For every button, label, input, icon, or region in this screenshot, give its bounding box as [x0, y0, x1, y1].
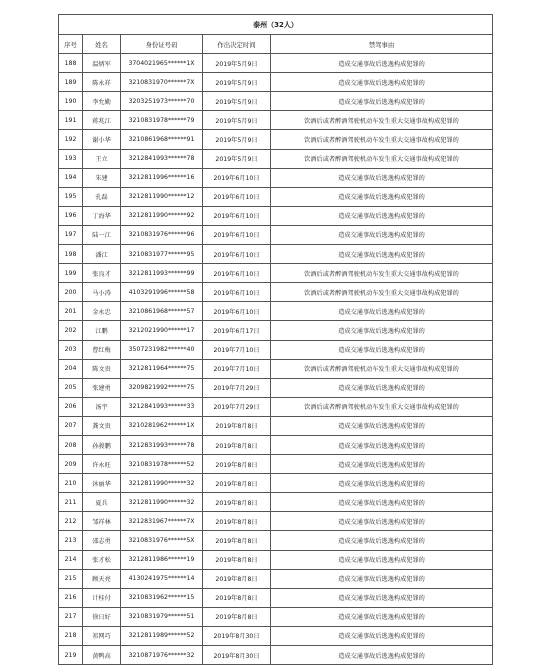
cell-id-number: 3212841993******33	[121, 397, 203, 416]
table-row	[59, 206, 493, 225]
cell-id-number: 3210871976******32	[121, 646, 203, 665]
cell-decision-date: 2019年5月9日	[203, 130, 271, 149]
cell-decision-date: 2019年8月8日	[203, 416, 271, 435]
cell-reason: 造成交通事故后逃逸构成犯罪的	[271, 206, 493, 225]
cell-reason: 造成交通事故后逃逸构成犯罪的	[271, 550, 493, 569]
cell-decision-date: 2019年6月10日	[203, 245, 271, 264]
cell-no: 201	[59, 302, 83, 321]
cell-no: 213	[59, 531, 83, 550]
cell-no: 206	[59, 397, 83, 416]
cell-reason: 造成交通事故后逃逸构成犯罪的	[271, 340, 493, 359]
cell-id-number: 3210831978******52	[121, 455, 203, 474]
cell-decision-date: 2019年7月29日	[203, 378, 271, 397]
cell-reason: 饮酒后或者醉酒驾驶机动车发生重大交通事故构成犯罪的	[271, 359, 493, 378]
table-row	[59, 111, 493, 130]
cell-decision-date: 2019年7月10日	[203, 340, 271, 359]
cell-id-number: 3210831976******96	[121, 225, 203, 244]
cell-reason: 造成交通事故后逃逸构成犯罪的	[271, 168, 493, 187]
document-sheet	[58, 14, 492, 665]
table-row	[59, 92, 493, 111]
cell-no: 215	[59, 569, 83, 588]
header-row	[59, 35, 493, 54]
cell-name: 祁网巧	[83, 626, 121, 645]
cell-name: 黄鸭高	[83, 646, 121, 665]
cell-name: 张良才	[83, 264, 121, 283]
cell-name: 金永忠	[83, 302, 121, 321]
cell-name: 邵志勇	[83, 531, 121, 550]
cell-id-number: 3212841993******78	[121, 149, 203, 168]
cell-name: 张才松	[83, 550, 121, 569]
cell-no: 218	[59, 626, 83, 645]
cell-reason: 造成交通事故后逃逸构成犯罪的	[271, 302, 493, 321]
cell-decision-date: 2019年6月17日	[203, 321, 271, 340]
cell-id-number: 3212811990******32	[121, 474, 203, 493]
table-row	[59, 187, 493, 206]
table-row	[59, 607, 493, 626]
cell-reason: 造成交通事故后逃逸构成犯罪的	[271, 435, 493, 454]
cell-reason: 造成交通事故后逃逸构成犯罪的	[271, 245, 493, 264]
cell-decision-date: 2019年5月9日	[203, 54, 271, 73]
cell-id-number: 3212831967******7X	[121, 512, 203, 531]
cell-name: 蒋兆江	[83, 111, 121, 130]
cell-no: 208	[59, 435, 83, 454]
cell-name: 徐日好	[83, 607, 121, 626]
cell-decision-date: 2019年5月9日	[203, 111, 271, 130]
cell-decision-date: 2019年8月8日	[203, 435, 271, 454]
table-row	[59, 54, 493, 73]
table-title: 泰州（32人）	[59, 15, 493, 35]
cell-decision-date: 2019年5月9日	[203, 73, 271, 92]
cell-name: 孙骏鹏	[83, 435, 121, 454]
cell-reason: 饮酒后或者醉酒驾驶机动车发生重大交通事故构成犯罪的	[271, 149, 493, 168]
cell-decision-date: 2019年8月30日	[203, 646, 271, 665]
cell-decision-date: 2019年8月8日	[203, 474, 271, 493]
cell-reason: 饮酒后或者醉酒驾驶机动车发生重大交通事故构成犯罪的	[271, 111, 493, 130]
table-row	[59, 130, 493, 149]
cell-name: 沐丽华	[83, 474, 121, 493]
cell-no: 203	[59, 340, 83, 359]
header-no: 序号	[59, 35, 83, 54]
cell-reason: 造成交通事故后逃逸构成犯罪的	[271, 607, 493, 626]
cell-id-number: 3212831993******78	[121, 435, 203, 454]
cell-id-number: 3210831976******5X	[121, 531, 203, 550]
cell-decision-date: 2019年6月10日	[203, 283, 271, 302]
cell-no: 191	[59, 111, 83, 130]
cell-decision-date: 2019年8月8日	[203, 493, 271, 512]
table-row	[59, 512, 493, 531]
table-row	[59, 225, 493, 244]
cell-name: 张建勇	[83, 378, 121, 397]
cell-name: 陈永祥	[83, 73, 121, 92]
cell-decision-date: 2019年8月8日	[203, 550, 271, 569]
cell-id-number: 3210831979******51	[121, 607, 203, 626]
header-name: 姓名	[83, 35, 121, 54]
cell-reason: 造成交通事故后逃逸构成犯罪的	[271, 187, 493, 206]
cell-decision-date: 2019年8月30日	[203, 626, 271, 645]
cell-name: 陆一江	[83, 225, 121, 244]
cell-reason: 造成交通事故后逃逸构成犯罪的	[271, 321, 493, 340]
cell-no: 190	[59, 92, 83, 111]
cell-id-number: 4130241975******14	[121, 569, 203, 588]
cell-id-number: 3203251973******70	[121, 92, 203, 111]
cell-reason: 造成交通事故后逃逸构成犯罪的	[271, 474, 493, 493]
cell-no: 198	[59, 245, 83, 264]
cell-id-number: 3210281962******1X	[121, 416, 203, 435]
cell-decision-date: 2019年8月8日	[203, 569, 271, 588]
cell-decision-date: 2019年6月10日	[203, 302, 271, 321]
cell-no: 199	[59, 264, 83, 283]
cell-no: 216	[59, 588, 83, 607]
cell-reason: 饮酒后或者醉酒驾驶机动车发生重大交通事故构成犯罪的	[271, 264, 493, 283]
cell-no: 194	[59, 168, 83, 187]
cell-decision-date: 2019年8月8日	[203, 512, 271, 531]
cell-id-number: 3210831962******15	[121, 588, 203, 607]
table-row	[59, 455, 493, 474]
cell-no: 200	[59, 283, 83, 302]
cell-name: 陈文贵	[83, 359, 121, 378]
cell-id-number: 3212811996******16	[121, 168, 203, 187]
table-row	[59, 493, 493, 512]
table-row	[59, 149, 493, 168]
cell-name: 龚文贵	[83, 416, 121, 435]
cell-id-number: 3507231982******40	[121, 340, 203, 359]
cell-name: 江鹏	[83, 321, 121, 340]
cell-id-number: 3212811964******75	[121, 359, 203, 378]
cell-id-number: 3212811986******19	[121, 550, 203, 569]
cell-reason: 造成交通事故后逃逸构成犯罪的	[271, 73, 493, 92]
cell-decision-date: 2019年6月10日	[203, 264, 271, 283]
cell-id-number: 3212811993******99	[121, 264, 203, 283]
cell-id-number: 3212021990******17	[121, 321, 203, 340]
cell-no: 210	[59, 474, 83, 493]
cell-no: 195	[59, 187, 83, 206]
cell-name: 计桂付	[83, 588, 121, 607]
table-row	[59, 531, 493, 550]
cell-id-number: 3212811990******92	[121, 206, 203, 225]
cell-no: 209	[59, 455, 83, 474]
cell-reason: 造成交通事故后逃逸构成犯罪的	[271, 646, 493, 665]
cell-decision-date: 2019年6月10日	[203, 206, 271, 225]
table-row	[59, 245, 493, 264]
cell-id-number: 3210831970******7X	[121, 73, 203, 92]
table-row	[59, 416, 493, 435]
cell-no: 193	[59, 149, 83, 168]
cell-reason: 造成交通事故后逃逸构成犯罪的	[271, 416, 493, 435]
header-id-number: 身份证号码	[121, 35, 203, 54]
cell-no: 204	[59, 359, 83, 378]
cell-id-number: 3704021965******1X	[121, 54, 203, 73]
table-row	[59, 264, 493, 283]
cell-no: 188	[59, 54, 83, 73]
table-row	[59, 359, 493, 378]
table-row	[59, 474, 493, 493]
cell-decision-date: 2019年7月29日	[203, 397, 271, 416]
title-row	[59, 15, 493, 35]
table-row	[59, 378, 493, 397]
cell-reason: 造成交通事故后逃逸构成犯罪的	[271, 455, 493, 474]
cell-no: 197	[59, 225, 83, 244]
cell-reason: 饮酒后或者醉酒驾驶机动车发生重大交通事故构成犯罪的	[271, 397, 493, 416]
cell-no: 211	[59, 493, 83, 512]
table-row	[59, 340, 493, 359]
cell-no: 217	[59, 607, 83, 626]
cell-reason: 饮酒后或者醉酒驾驶机动车发生重大交通事故构成犯罪的	[271, 283, 493, 302]
cell-decision-date: 2019年8月8日	[203, 455, 271, 474]
table-row	[59, 283, 493, 302]
cell-reason: 造成交通事故后逃逸构成犯罪的	[271, 54, 493, 73]
cell-reason: 造成交通事故后逃逸构成犯罪的	[271, 531, 493, 550]
cell-reason: 造成交通事故后逃逸构成犯罪的	[271, 626, 493, 645]
cell-reason: 造成交通事故后逃逸构成犯罪的	[271, 512, 493, 531]
cell-reason: 造成交通事故后逃逸构成犯罪的	[271, 92, 493, 111]
cell-name: 马小涛	[83, 283, 121, 302]
cell-id-number: 3210861968******57	[121, 302, 203, 321]
table-row	[59, 321, 493, 340]
table-row	[59, 569, 493, 588]
cell-reason: 造成交通事故后逃逸构成犯罪的	[271, 569, 493, 588]
cell-no: 219	[59, 646, 83, 665]
cell-no: 196	[59, 206, 83, 225]
header-decision-date: 作出决定时间	[203, 35, 271, 54]
cell-id-number: 3212811990******12	[121, 187, 203, 206]
cell-decision-date: 2019年7月10日	[203, 359, 271, 378]
table-row	[59, 168, 493, 187]
cell-no: 189	[59, 73, 83, 92]
cell-id-number: 4103291996******58	[121, 283, 203, 302]
cell-name: 曹红梅	[83, 340, 121, 359]
table-row	[59, 397, 493, 416]
table-row	[59, 435, 493, 454]
table-row	[59, 302, 493, 321]
cell-name: 许永旺	[83, 455, 121, 474]
cell-reason: 造成交通事故后逃逸构成犯罪的	[271, 588, 493, 607]
table-body	[59, 54, 493, 665]
table-row	[59, 550, 493, 569]
cell-decision-date: 2019年5月9日	[203, 92, 271, 111]
cell-no: 207	[59, 416, 83, 435]
cell-decision-date: 2019年6月10日	[203, 225, 271, 244]
cell-decision-date: 2019年8月8日	[203, 607, 271, 626]
cell-reason: 饮酒后或者醉酒驾驶机动车发生重大交通事故构成犯罪的	[271, 130, 493, 149]
cell-decision-date: 2019年5月9日	[203, 149, 271, 168]
cell-id-number: 3212811990******32	[121, 493, 203, 512]
cell-name: 王立	[83, 149, 121, 168]
ban-list-table	[58, 14, 493, 665]
cell-id-number: 3209821992******75	[121, 378, 203, 397]
cell-name: 邹祥林	[83, 512, 121, 531]
cell-name: 李允勤	[83, 92, 121, 111]
cell-no: 192	[59, 130, 83, 149]
table-row	[59, 588, 493, 607]
table-row	[59, 626, 493, 645]
cell-decision-date: 2019年8月8日	[203, 531, 271, 550]
cell-decision-date: 2019年6月10日	[203, 168, 271, 187]
cell-name: 温炳军	[83, 54, 121, 73]
table-row	[59, 646, 493, 665]
cell-reason: 造成交通事故后逃逸构成犯罪的	[271, 378, 493, 397]
cell-no: 212	[59, 512, 83, 531]
cell-decision-date: 2019年6月10日	[203, 187, 271, 206]
table-row	[59, 73, 493, 92]
cell-name: 谢小华	[83, 130, 121, 149]
cell-reason: 造成交通事故后逃逸构成犯罪的	[271, 493, 493, 512]
header-reason: 禁驾事由	[271, 35, 493, 54]
cell-name: 汤宇	[83, 397, 121, 416]
cell-id-number: 3210861968******91	[121, 130, 203, 149]
cell-name: 朱建	[83, 168, 121, 187]
cell-name: 丁海华	[83, 206, 121, 225]
cell-reason: 造成交通事故后逃逸构成犯罪的	[271, 225, 493, 244]
cell-no: 202	[59, 321, 83, 340]
cell-id-number: 3210831978******79	[121, 111, 203, 130]
cell-no: 205	[59, 378, 83, 397]
cell-id-number: 3210831977******95	[121, 245, 203, 264]
cell-name: 潘江	[83, 245, 121, 264]
cell-name: 顾天亮	[83, 569, 121, 588]
cell-id-number: 3212811989******52	[121, 626, 203, 645]
cell-decision-date: 2019年8月8日	[203, 588, 271, 607]
cell-no: 214	[59, 550, 83, 569]
cell-name: 孔磊	[83, 187, 121, 206]
cell-name: 夏兵	[83, 493, 121, 512]
